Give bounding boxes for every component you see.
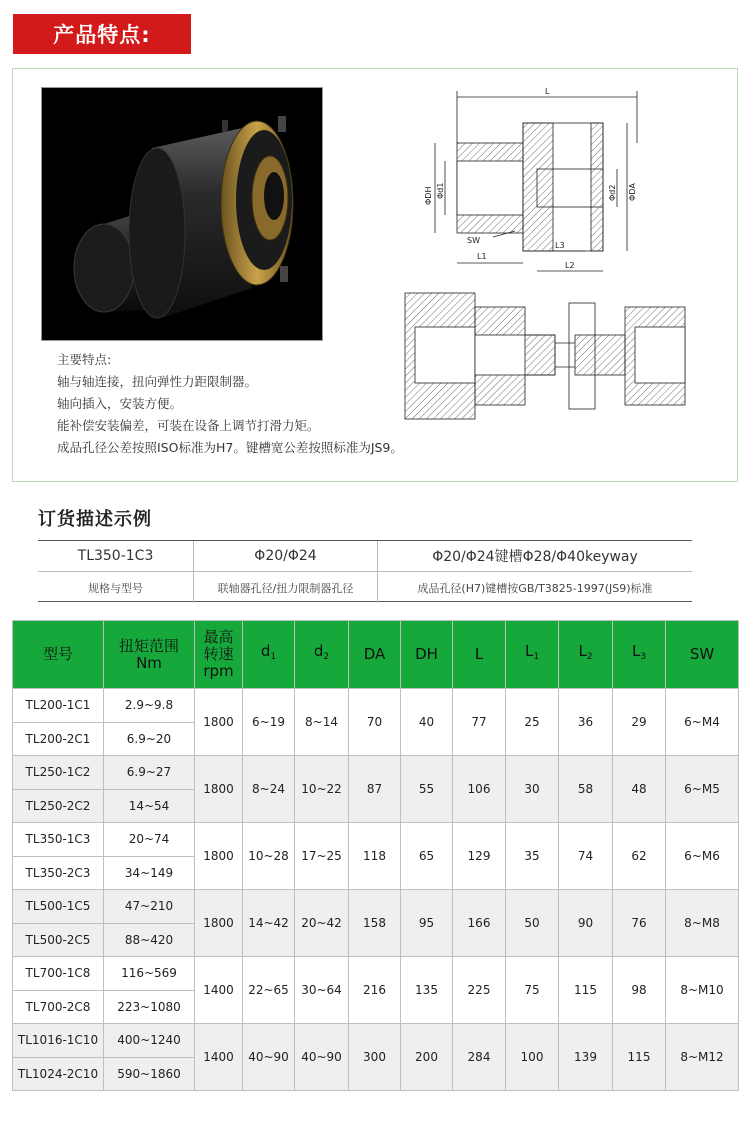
cell-L3: 115 (613, 1024, 666, 1091)
cell-d2: 8~14 (295, 689, 349, 756)
banner-title: 产品特点: (53, 23, 151, 47)
cell-DA: 118 (349, 823, 401, 890)
cell-L3: 76 (613, 890, 666, 957)
cell-SW: 8~M12 (666, 1024, 739, 1091)
cell-torque: 6.9~20 (104, 722, 195, 756)
cell-d2: 40~90 (295, 1024, 349, 1091)
cell-L2: 36 (559, 689, 613, 756)
section-banner (13, 14, 191, 54)
cell-L: 77 (453, 689, 506, 756)
cell-L1: 75 (506, 957, 559, 1024)
cell-model: TL350-2C3 (13, 856, 104, 890)
label-DH: ΦDH (424, 186, 433, 205)
cell-L1: 30 (506, 756, 559, 823)
feature-heading: 主要特点: (57, 352, 112, 367)
cell-DA: 70 (349, 689, 401, 756)
header-L2: $L_2$ (559, 621, 613, 689)
cell-L1: 100 (506, 1024, 559, 1091)
cell-torque: 223~1080 (104, 990, 195, 1024)
order-model-value: TL350-1C3 (38, 541, 194, 571)
cell-SW: 8~M8 (666, 890, 739, 957)
order-bore-caption: 联轴器孔径/扭力限制器孔径 (194, 572, 378, 603)
cell-rpm: 1800 (195, 689, 243, 756)
cell-DH: 40 (401, 689, 453, 756)
cell-DH: 95 (401, 890, 453, 957)
cell-d2: 10~22 (295, 756, 349, 823)
feature-line: 能补偿安装偏差，可装在设备上调节打滑力矩。 (57, 418, 320, 433)
cell-torque: 590~1860 (104, 1057, 195, 1091)
spec-header-row (13, 621, 739, 689)
cell-L3: 98 (613, 957, 666, 1024)
spec-table (12, 620, 739, 1091)
cell-d1: 8~24 (243, 756, 295, 823)
order-title: 订货描述示例 (38, 509, 152, 530)
cell-L2: 58 (559, 756, 613, 823)
cell-d1: 10~28 (243, 823, 295, 890)
label-L: L (545, 87, 550, 96)
cell-model: TL250-2C2 (13, 789, 104, 823)
cell-DH: 135 (401, 957, 453, 1024)
cell-torque: 116~569 (104, 957, 195, 991)
cell-model: TL350-1C3 (13, 823, 104, 857)
order-model-caption: 规格与型号 (38, 572, 194, 603)
cell-SW: 6~M4 (666, 689, 739, 756)
cell-L2: 74 (559, 823, 613, 890)
header-L1: $L_1$ (506, 621, 559, 689)
header-L3: $L_3$ (613, 621, 666, 689)
cell-L1: 50 (506, 890, 559, 957)
label-L1: L1 (477, 252, 487, 261)
cell-torque: 6.9~27 (104, 756, 195, 790)
cell-L2: 115 (559, 957, 613, 1024)
feature-line: 轴与轴连接，扭向弹性力距限制器。 (57, 374, 258, 389)
cell-L: 129 (453, 823, 506, 890)
header-SW: SW (666, 621, 739, 689)
cell-model: TL1024-2C10 (13, 1057, 104, 1091)
cell-d1: 6~19 (243, 689, 295, 756)
header-L: L (453, 621, 506, 689)
cell-L: 284 (453, 1024, 506, 1091)
order-bore-value: Φ20/Φ24 (194, 541, 378, 571)
order-keyway-value: Φ20/Φ24键槽Φ28/Φ40keyway (432, 549, 638, 565)
product-photo (41, 87, 323, 341)
cell-model: TL1016-1C10 (13, 1024, 104, 1058)
header-torque: 扭矩范围 Nm (104, 621, 195, 689)
header-d2: $d_2$ (295, 621, 349, 689)
header-d1: $d_1$ (243, 621, 295, 689)
cell-model: TL500-2C5 (13, 923, 104, 957)
cell-model: TL200-2C1 (13, 722, 104, 756)
label-SW: SW (467, 236, 480, 245)
table-row (13, 890, 739, 924)
cell-DH: 65 (401, 823, 453, 890)
order-keyway-caption: 成品孔径(H7)键槽按GB/T3825-1997(JS9)标准 (417, 581, 653, 595)
order-example-table (38, 540, 692, 602)
feature-line: 轴向插入，安装方便。 (57, 396, 183, 411)
header-DH: DH (401, 621, 453, 689)
table-row (13, 689, 739, 723)
cell-d2: 17~25 (295, 823, 349, 890)
cell-rpm: 1400 (195, 957, 243, 1024)
cell-DA: 87 (349, 756, 401, 823)
cell-L: 166 (453, 890, 506, 957)
label-d1: Φd1 (436, 182, 445, 199)
feature-line: 成品孔径公差按照ISO标准为H7。键槽宽公差按照标准为JS9。 (57, 440, 403, 455)
table-row (13, 1024, 739, 1058)
assembly-drawing (385, 283, 701, 429)
label-L2: L2 (565, 261, 575, 270)
order-captions-row (38, 572, 692, 603)
label-L3: L3 (555, 241, 565, 250)
feature-panel (12, 68, 738, 482)
cell-model: TL250-1C2 (13, 756, 104, 790)
cell-d2: 20~42 (295, 890, 349, 957)
table-row (13, 823, 739, 857)
cell-d1: 14~42 (243, 890, 295, 957)
cell-torque: 2.9~9.8 (104, 689, 195, 723)
cell-L: 225 (453, 957, 506, 1024)
table-row (13, 756, 739, 790)
cell-DH: 200 (401, 1024, 453, 1091)
cell-L3: 48 (613, 756, 666, 823)
cell-model: TL200-1C1 (13, 689, 104, 723)
cell-DA: 158 (349, 890, 401, 957)
cell-torque: 88~420 (104, 923, 195, 957)
cell-DA: 300 (349, 1024, 401, 1091)
table-row (13, 957, 739, 991)
cell-L3: 29 (613, 689, 666, 756)
cell-torque: 14~54 (104, 789, 195, 823)
cell-model: TL700-2C8 (13, 990, 104, 1024)
order-values-row (38, 541, 692, 572)
cell-torque: 400~1240 (104, 1024, 195, 1058)
cell-rpm: 1800 (195, 823, 243, 890)
dimension-drawing (405, 83, 655, 283)
cell-L2: 139 (559, 1024, 613, 1091)
cell-d1: 40~90 (243, 1024, 295, 1091)
feature-notes (57, 349, 403, 459)
header-speed: 最高 转速 rpm (195, 621, 243, 689)
cell-rpm: 1400 (195, 1024, 243, 1091)
cell-L1: 35 (506, 823, 559, 890)
header-DA: DA (349, 621, 401, 689)
cell-d2: 30~64 (295, 957, 349, 1024)
cell-torque: 20~74 (104, 823, 195, 857)
cell-rpm: 1800 (195, 890, 243, 957)
cell-rpm: 1800 (195, 756, 243, 823)
cell-SW: 8~M10 (666, 957, 739, 1024)
label-d2: Φd2 (608, 184, 617, 201)
cell-SW: 6~M5 (666, 756, 739, 823)
cell-torque: 34~149 (104, 856, 195, 890)
cell-DA: 216 (349, 957, 401, 1024)
cell-torque: 47~210 (104, 890, 195, 924)
cell-DH: 55 (401, 756, 453, 823)
cell-L: 106 (453, 756, 506, 823)
cell-model: TL500-1C5 (13, 890, 104, 924)
cell-L2: 90 (559, 890, 613, 957)
label-DA: ΦDA (628, 183, 637, 201)
cell-L1: 25 (506, 689, 559, 756)
cell-SW: 6~M6 (666, 823, 739, 890)
cell-d1: 22~65 (243, 957, 295, 1024)
cell-L3: 62 (613, 823, 666, 890)
header-model: 型号 (13, 621, 104, 689)
cell-model: TL700-1C8 (13, 957, 104, 991)
